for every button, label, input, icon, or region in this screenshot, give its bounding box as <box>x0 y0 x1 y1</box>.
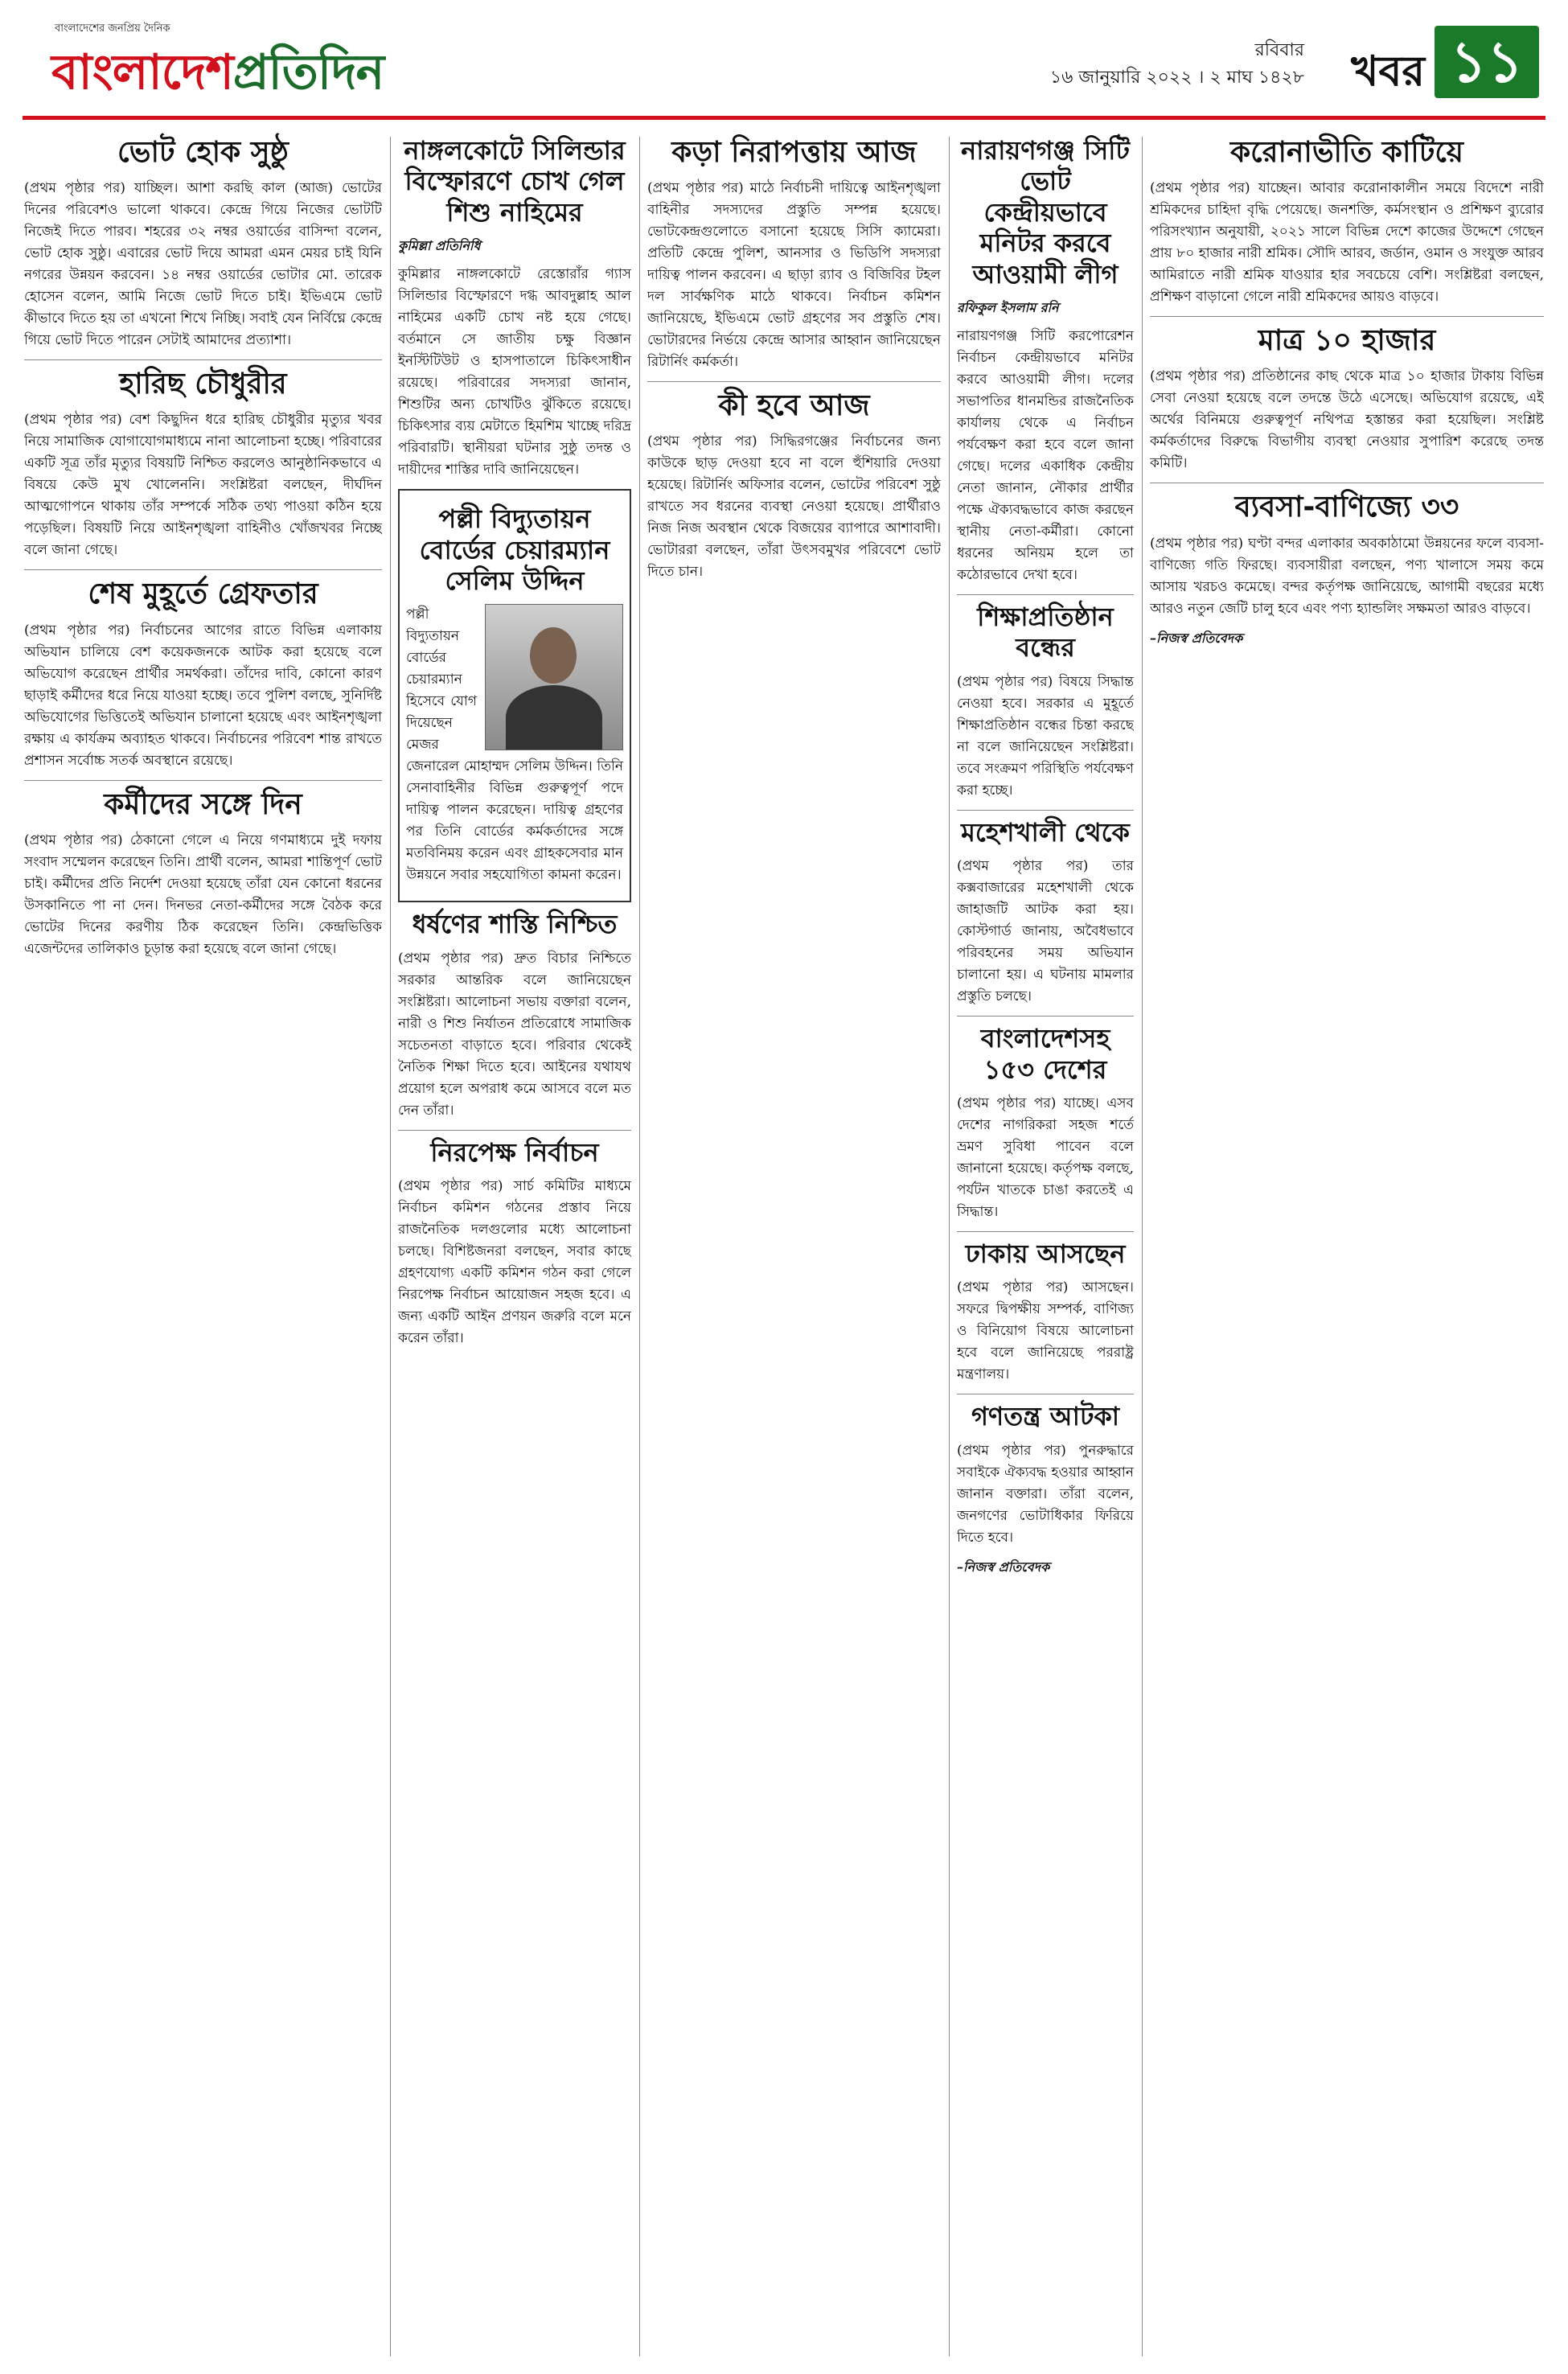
byline: রফিকুল ইসলাম রনি <box>957 299 1059 315</box>
article-divider <box>398 1130 631 1131</box>
headline: শেষ মুহূর্তে গ্রেফতার <box>88 577 318 611</box>
column-divider <box>390 137 391 2356</box>
logo-tagline: বাংলাদেশের জনপ্রিয় দৈনিক <box>55 23 170 35</box>
column-divider <box>949 137 950 2356</box>
article-body: (প্রথম পৃষ্ঠার পর) বিষয়ে সিদ্ধান্ত নেওয়া হবে। সরকার এ মুহূর্তে শিক্ষাপ্রতিষ্ঠান বন্ধের চিন্তা করছে না বলে জানিয়েছেন সংশ্লিষ্টরা। তবে সংক্রমণ পরিস্থিতি পর্যবেক্ষণ করা হচ্ছে। <box>957 673 1134 799</box>
article-body: (প্রথম পৃষ্ঠার পর) তার কক্সবাজারের মহেশখালী থেকে জাহাজটি আটক করা হয়। কোস্টগার্ড জানায়, অবৈধভাবে পরিবহনের সময় অভিযান চালানো হয়। এ ঘটনায় মামলার প্রস্তুতি চলছে। <box>957 858 1134 1005</box>
headline: বাংলাদেশসহ ১৫৩ দেশের <box>980 1023 1110 1085</box>
reporter-credit: –নিজস্ব প্রতিবেদক <box>957 1559 1050 1575</box>
logo-part-1: বাংলাদেশ <box>51 44 233 101</box>
column-divider <box>1142 137 1143 2356</box>
portrait-suit <box>506 685 602 750</box>
headline: মহেশখালী থেকে <box>961 816 1130 848</box>
logo-part-2: প্রতিদিন <box>232 44 384 101</box>
column-4 <box>957 129 1134 2356</box>
article-body: কুমিল্লার নাঙ্গলকোটে রেস্তোরাঁর গ্যাস সিলিন্ডার বিস্ফোরণে দগ্ধ আবদুল্লাহ আল নাহিমের একটি চোখ নষ্ট হয়ে গেছে। বর্তমানে সে জাতীয় চক্ষু বিজ্ঞান ইনস্টিটিউট ও হাসপাতালে চিকিৎসাধীন রয়েছে। পরিবারের সদস্যরা জানান, শিশুটির অন্য চোখটিও ঝুঁকিতে রয়েছে। চিকিৎসার ব্যয় মেটাতে হিমশিম খাচ্ছে দরিদ্র পরিবারটি। স্থানীয়রা ঘটনার সুষ্ঠু তদন্ত ও দায়ীদের শাস্তির দাবি জানিয়েছেন। <box>398 266 631 478</box>
masthead <box>23 14 1545 121</box>
article-body: (প্রথম পৃষ্ঠার পর) যাচ্ছে। এসব দেশের নাগরিকরা সহজ শর্তে ভ্রমণ সুবিধা পাবেন বলে জানানো হয়েছে। কর্তৃপক্ষ বলছে, পর্যটন খাতকে চাঙা করতেই এ সিদ্ধান্ত। <box>957 1095 1134 1220</box>
headline: গণতন্ত্র আটকা <box>971 1401 1120 1432</box>
article-body: (প্রথম পৃষ্ঠার পর) ঘণ্টা বন্দর এলাকার অবকাঠামো উন্নয়নের ফলে ব্যবসা-বাণিজ্যে গতি ফিরছে। ব্যবসায়ীরা বলছেন, পণ্য খালাসে সময় কমে আসায় খরচও কমেছে। বন্দর কর্তৃপক্ষ জানিয়েছে, আগামী বছরের মধ্যে আরও নতুন জেটি চালু হবে এবং পণ্য হ্যান্ডলিং সক্ষমতা আরও বাড়বে। <box>1150 535 1544 617</box>
headline: শিক্ষাপ্রতিষ্ঠান বন্ধের <box>977 601 1114 663</box>
column-1 <box>24 129 382 2356</box>
article-divider <box>957 810 1134 811</box>
headline: ভোট হোক সুষ্ঠু <box>117 136 289 169</box>
masthead-divider <box>23 116 1545 120</box>
article-body: (প্রথম পৃষ্ঠার পর) সিদ্ধিরগঞ্জের নির্বাচনের জন্য কাউকে ছাড় দেওয়া হবে না বলে হুঁশিয়ারি দেওয়া হয়েছে। রিটার্নিং অফিসার বলেন, ভোটের পরিবেশ সুষ্ঠু রাখতে সব ধরনের ব্যবস্থা নেওয়া হয়েছে। প্রার্থীরাও নিজ নিজ অবস্থান থেকে বিজয়ের ব্যাপারে আশাবাদী। ভোটাররা বলছেন, তাঁরা উৎসবমুখর পরিবেশে ভোট দিতে চান। <box>647 433 941 581</box>
article-body: (প্রথম পৃষ্ঠার পর) মাঠে নির্বাচনী দায়িত্বে আইনশৃঙ্খলা বাহিনীর সদস্যদের প্রস্তুতি সম্পন্ন হয়েছে। ভোটকেন্দ্রগুলোতে বসানো হয়েছে সিসি ক্যামেরা। প্রতিটি কেন্দ্রে পুলিশ, আনসার ও ভিডিপি সদস্যরা দায়িত্ব পালন করবেন। এ ছাড়া র‌্যাব ও বিজিবির টহল দল সার্বক্ষণিক মাঠে থাকবে। নির্বাচন কমিশন জানিয়েছে, ইভিএমে ভোট গ্রহণের সব প্রস্তুতি শেষ। ভোটারদের নির্ভয়ে কেন্দ্রে আসার আহ্বান জানিয়েছেন রিটার্নিং কর্মকর্তা। <box>647 180 941 371</box>
article-divider <box>24 359 382 360</box>
article-divider <box>957 1016 1134 1017</box>
headline: মাত্র ১০ হাজার <box>1258 324 1436 358</box>
headline: করোনাভীতি কাটিয়ে <box>1230 136 1463 169</box>
newspaper-logo <box>51 35 384 116</box>
article-divider <box>1150 316 1544 317</box>
reporter-credit: –নিজস্ব প্রতিবেদক <box>1150 630 1243 646</box>
headline: কড়া নিরাপত্তায় আজ <box>671 136 917 169</box>
dateline <box>1031 37 1304 92</box>
headline: পল্লী বিদ্যুতায়ন বোর্ডের চেয়ারম্যান সেলিম উদ্দিন <box>419 503 610 596</box>
headline: ধর্ষণের শাস্তি নিশ্চিত <box>412 909 618 940</box>
headline: নিরপেক্ষ নির্বাচন <box>430 1136 599 1168</box>
headline: ব্যবসা-বাণিজ্যে ৩৩ <box>1234 491 1459 524</box>
headline: নারায়ণগঞ্জ সিটি ভোট কেন্দ্রীয়ভাবে মনিটর করবে আওয়ামী লীগ <box>961 135 1130 290</box>
article-body: (প্রথম পৃষ্ঠার পর) যাচ্ছিল। আশা করছি কাল (আজ) ভোটের দিনের পরিবেশও ভালো থাকবে। কেন্দ্রে গিয়ে নিজের ভোটটি নিজেই দিতে পারব। শহরের ৩২ নম্বর ওয়ার্ডের বাসিন্দা বলেন, ভোট হোক সুষ্ঠু। এবারের ভোট দিয়ে আমরা এমন মেয়র চাই যিনি নগরের উন্নয়ন করবেন। ১৪ নম্বর ওয়ার্ডের ভোটার মো. তারেক হোসেন বলেন, আমি নিজে ভোট দিতে চাই। ইভিএমে ভোট কীভাবে দিতে হয় তা এখনো শিখে নিচ্ছি। সবাই যেন নির্বিঘ্নে কেন্দ্রে গিয়ে ভোট দিতে পারেন সেটাই আমাদের প্রত্যাশা। <box>24 180 382 349</box>
article-body: (প্রথম পৃষ্ঠার পর) নির্বাচনের আগের রাতে বিভিন্ন এলাকায় অভিযান চালিয়ে বেশ কয়েকজনকে আটক করা হয়েছে বলে অভিযোগ করেছেন প্রার্থীর সমর্থকরা। তাঁদের দাবি, কোনো কারণ ছাড়াই কর্মীদের ধরে নিয়ে যাওয়া হচ্ছে। তবে পুলিশ বলছে, সুনির্দিষ্ট অভিযোগের ভিত্তিতেই অভিযান চালানো হয়েছে এবং আইনশৃঙ্খলা রক্ষায় এ কার্যক্রম অব্যাহত থাকবে। নির্বাচনের পরিবেশ শান্ত রাখতে প্রশাসন সর্বোচ্চ সতর্ক অবস্থানে রয়েছে। <box>24 622 382 769</box>
article-body: (প্রথম পৃষ্ঠার পর) দ্রুত বিচার নিশ্চিতে সরকার আন্তরিক বলে জানিয়েছেন সংশ্লিষ্টরা। আলোচনা সভায় বক্তারা বলেন, নারী ও শিশু নির্যাতন প্রতিরোধে সামাজিক সচেতনতা বাড়াতে হবে। পরিবার থেকেই নৈতিক শিক্ষা দিতে হবে। আইনের যথাযথ প্রয়োগ হলে অপরাধ কমে আসবে বলে মত দেন তাঁরা। <box>398 950 631 1119</box>
page-number-badge: ১১ <box>1435 26 1539 98</box>
date-label: ১৬ জানুয়ারি ২০২২ । ২ মাঘ ১৪২৮ <box>1049 68 1304 88</box>
boxed-news-item <box>398 489 631 902</box>
article-divider <box>957 1231 1134 1232</box>
portrait-face <box>530 627 577 684</box>
headline: ঢাকায় আসছেন <box>965 1238 1126 1269</box>
column-5 <box>1150 129 1544 2356</box>
article-body: (প্রথম পৃষ্ঠার পর) পুনরুদ্ধারে সবাইকে ঐক্যবদ্ধ হওয়ার আহ্বান জানান বক্তারা। তাঁরা বলেন, জনগণের ভোটাধিকার ফিরিয়ে দিতে হবে। <box>957 1442 1134 1546</box>
headline: নাঙ্গলকোটে সিলিন্ডার বিস্ফোরণে চোখ গেল শিশু নাহিমের <box>404 135 626 228</box>
article-body: (প্রথম পৃষ্ঠার পর) বেশ কিছুদিন ধরে হারিছ চৌধুরীর মৃত্যুর খবর নিয়ে সামাজিক যোগাযোগমাধ্যমে নানা আলোচনা হচ্ছে। পরিবারের একটি সূত্র তাঁর মৃত্যুর বিষয়টি নিশ্চিত করলেও আনুষ্ঠানিকভাবে এ বিষয়ে কেউ মুখ খোলেননি। সংশ্লিষ্টরা বলছেন, দীর্ঘদিন আত্মগোপনে থাকায় তাঁর সম্পর্কে সঠিক তথ্য পাওয়া কঠিন হয়ে পড়েছিল। বিষয়টি নিয়ে আইনশৃঙ্খলা বাহিনীও খোঁজখবর নিচ্ছে বলে জানা গেছে। <box>24 412 382 559</box>
article-body: (প্রথম পৃষ্ঠার পর) ঠেকানো গেলে এ নিয়ে গণমাধ্যমে দুই দফায় সংবাদ সম্মেলন করেছেন তিনি। প্রার্থী বলেন, আমরা শান্তিপূর্ণ ভোট চাই। কর্মীদের প্রতি নির্দেশ দেওয়া হয়েছে তাঁরা যেন কোনো ধরনের উসকানিতে পা না দেন। দিনভর নেতা-কর্মীদের সঙ্গে বৈঠক করে ভোটের দিনের করণীয় ঠিক করেছেন তিনি। কেন্দ্রভিত্তিক এজেন্টদের তালিকাও চূড়ান্ত করা হয়েছে বলে জানা গেছে। <box>24 832 382 957</box>
day-label: রবিবার <box>1254 40 1304 60</box>
article-divider <box>24 780 382 781</box>
column-3 <box>647 129 941 2356</box>
article-body: (প্রথম পৃষ্ঠার পর) সার্চ কমিটির মাধ্যমে নির্বাচন কমিশন গঠনের প্রস্তাব নিয়ে রাজনৈতিক দলগুলোর মধ্যে আলোচনা চলছে। বিশিষ্টজনরা বলছেন, সবার কাছে গ্রহণযোগ্য একটি কমিশন গঠন করা গেলে নিরপেক্ষ নির্বাচন আয়োজন সহজ হবে। এ জন্য একটি আইন প্রণয়ন জরুরি বলে মনে করেন তাঁরা। <box>398 1178 631 1347</box>
article-divider <box>957 594 1134 595</box>
section-title: খবর <box>1351 47 1425 96</box>
column-2 <box>398 129 631 2356</box>
headline: কী হবে আজ <box>718 389 870 423</box>
article-body: (প্রথম পৃষ্ঠার পর) প্রতিষ্ঠানের কাছ থেকে মাত্র ১০ হাজার টাকায় বিভিন্ন সেবা নেওয়া হয়েছে বলে তদন্তে উঠে এসেছে। অভিযোগ রয়েছে, এই অর্থের বিনিময়ে গুরুত্বপূর্ণ নথিপত্র হস্তান্তর করা হয়েছিল। সংশ্লিষ্ট কর্মকর্তাদের বিরুদ্ধে বিভাগীয় ব্যবস্থা নেওয়ার সুপারিশ করেছে তদন্ত কমিটি। <box>1150 368 1544 472</box>
article-body: নারায়ণগঞ্জ সিটি করপোরেশন নির্বাচন কেন্দ্রীয়ভাবে মনিটর করবে আওয়ামী লীগ। দলের সভাপতির ধানমন্ডির রাজনৈতিক কার্যালয় থেকে এ নির্বাচন পর্যবেক্ষণ করা হবে বলে জানা গেছে। দলের একাধিক কেন্দ্রীয় নেতা জানান, নৌকার প্রার্থীর পক্ষে ঐক্যবদ্ধভাবে কাজ করছেন স্থানীয় নেতা-কর্মীরা। কোনো ধরনের অনিয়ম হলে তা কঠোরভাবে দেখা হবে। <box>957 327 1134 583</box>
article-body: (প্রথম পৃষ্ঠার পর) আসছেন। সফরে দ্বিপক্ষীয় সম্পর্ক, বাণিজ্য ও বিনিয়োগ বিষয়ে আলোচনা হবে বলে জানিয়েছে পররাষ্ট্র মন্ত্রণালয়। <box>957 1279 1134 1383</box>
article-divider <box>647 381 941 382</box>
headline: হারিছ চৌধুরীর <box>119 368 287 401</box>
article-body: (প্রথম পৃষ্ঠার পর) যাচ্ছেন। আবার করোনাকালীন সময়ে বিদেশে নারী শ্রমিকদের চাহিদা বৃদ্ধি পেয়েছে। জনশক্তি, কর্মসংস্থান ও প্রশিক্ষণ ব্যুরোর পরিসংখ্যান অনুযায়ী, ২০২১ সালে বিভিন্ন দেশে কাজের উদ্দেশে গেছেন প্রায় ৮০ হাজার নারী শ্রমিক। সৌদি আরব, জর্ডান, ওমান ও সংযুক্ত আরব আমিরাতে নারী শ্রমিক যাওয়ার হার সবচেয়ে বেশি। সংশ্লিষ্টরা বলছেন, প্রশিক্ষণ বাড়ানো গেলে নারী শ্রমিকদের আয়ও বাড়বে। <box>1150 180 1544 306</box>
portrait-photo <box>485 604 623 750</box>
column-divider <box>639 137 640 2356</box>
article-body: পল্লী বিদ্যুতায়ন বোর্ডের চেয়ারম্যান হিসেবে যোগ দিয়েছেন মেজর জেনারেল মোহাম্মদ সেলিম উদ্দিন। তিনি সেনাবাহিনীর বিভিন্ন গুরুত্বপূর্ণ পদে দায়িত্ব পালন করেছেন। দায়িত্ব গ্রহণের পর তিনি বোর্ডের কর্মকর্তাদের সঙ্গে মতবিনিময় করেন এবং গ্রাহকসেবার মান উন্নয়নে সবার সহযোগিতা কামনা করেন। <box>406 606 623 884</box>
byline: কুমিল্লা প্রতিনিধি <box>398 238 481 254</box>
headline: কর্মীদের সঙ্গে দিন <box>104 787 302 821</box>
article-divider <box>24 569 382 570</box>
